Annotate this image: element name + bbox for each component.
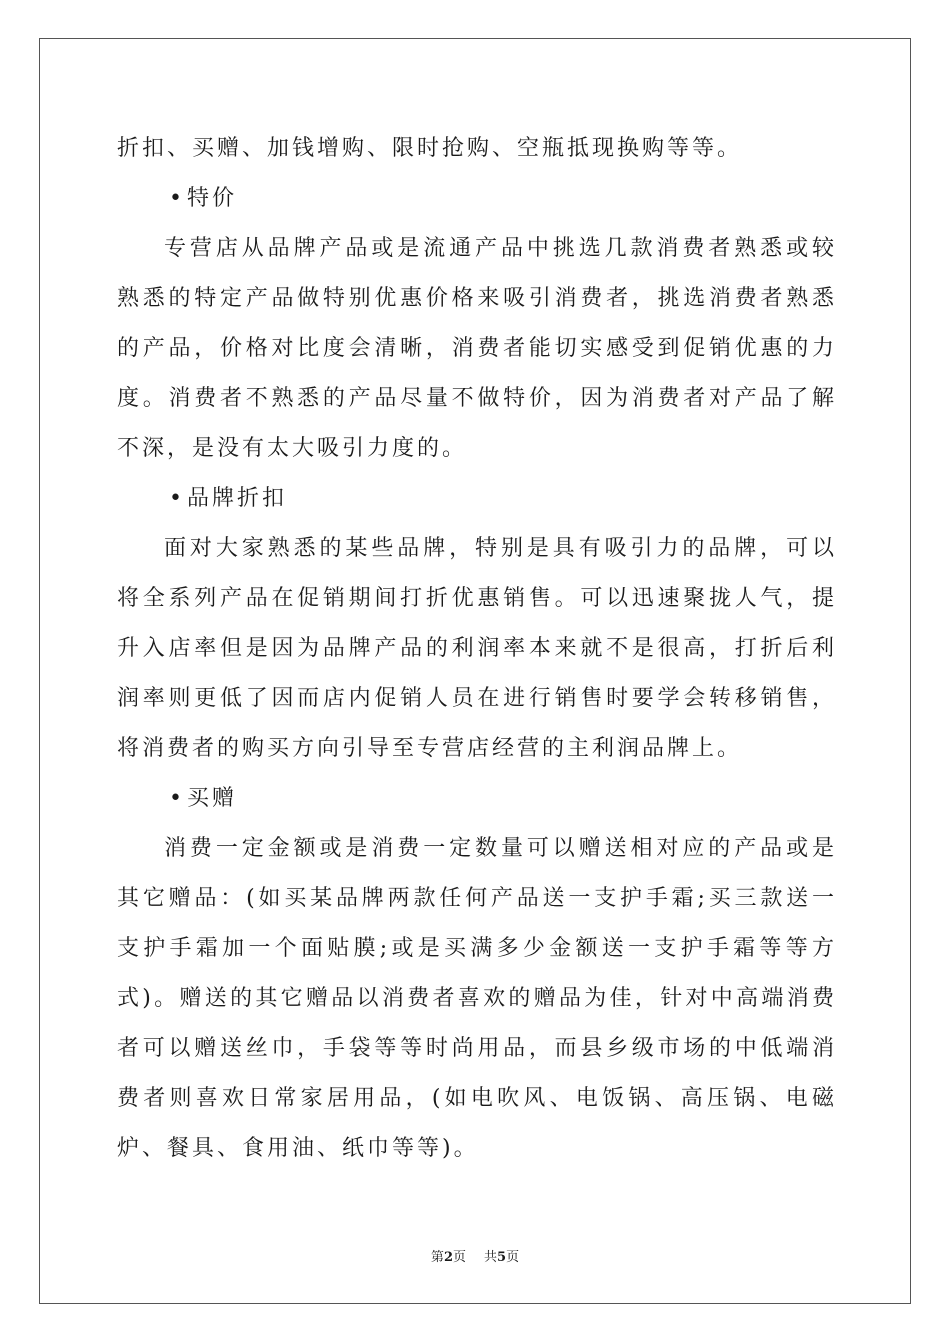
paragraph-buy-gift: 消费一定金额或是消费一定数量可以赠送相对应的产品或是其它赠品：(如买某品牌两款任何产品送一支护手霜;买三款送一支护手霜加一个面贴膜;或是买满多少金额送一支护手霜等等方式)。赠送的其它赠品以消费者喜欢的赠品为佳，针对中高端消费者可以赠送丝巾，手袋等等时尚用品，而县乡级市场的中低端消费者则喜欢日常家居用品，(如电吹风、电饭锅、高压锅、电磁炉、餐具、食用油、纸巾等等)。 bbox=[117, 836, 837, 1161]
bullet-dot-icon: • bbox=[169, 486, 185, 511]
bullet-heading-brand-discount bbox=[117, 474, 837, 524]
bullet-dot-icon: • bbox=[169, 786, 185, 811]
document-body bbox=[117, 124, 837, 1174]
paragraph-intro: 折扣、买赠、加钱增购、限时抢购、空瓶抵现换购等等。 bbox=[117, 136, 743, 161]
footer-total-pages: 5 bbox=[497, 1250, 507, 1265]
page-footer bbox=[0, 1246, 950, 1265]
footer-page-number: 2 bbox=[443, 1250, 453, 1265]
bullet-heading-label: 特价 bbox=[187, 186, 238, 211]
bullet-heading-special-price bbox=[117, 174, 837, 224]
footer-total-suffix: 页 bbox=[506, 1250, 520, 1265]
bullet-heading-label: 买赠 bbox=[187, 786, 238, 811]
paragraph-special-price: 专营店从品牌产品或是流通产品中挑选几款消费者熟悉或较熟悉的特定产品做特别优惠价格来吸引消费者，挑选消费者熟悉的产品，价格对比度会清晰，消费者能切实感受到促销优惠的力度。消费者不熟悉的产品尽量不做特价，因为消费者对产品了解不深，是没有太大吸引力度的。 bbox=[117, 236, 837, 461]
bullet-dot-icon: • bbox=[169, 186, 185, 211]
footer-total-prefix: 共 bbox=[484, 1250, 498, 1265]
bullet-heading-buy-gift bbox=[117, 774, 837, 824]
paragraph-brand-discount: 面对大家熟悉的某些品牌，特别是具有吸引力的品牌，可以将全系列产品在促销期间打折优惠销售。可以迅速聚拢人气，提升入店率但是因为品牌产品的利润率本来就不是很高，打折后利润率则更低了因而店内促销人员在进行销售时要学会转移销售，将消费者的购买方向引导至专营店经营的主利润品牌上。 bbox=[117, 536, 837, 761]
footer-page-prefix: 第 bbox=[430, 1250, 444, 1265]
bullet-heading-label: 品牌折扣 bbox=[187, 486, 288, 511]
footer-page-suffix: 页 bbox=[452, 1250, 466, 1265]
